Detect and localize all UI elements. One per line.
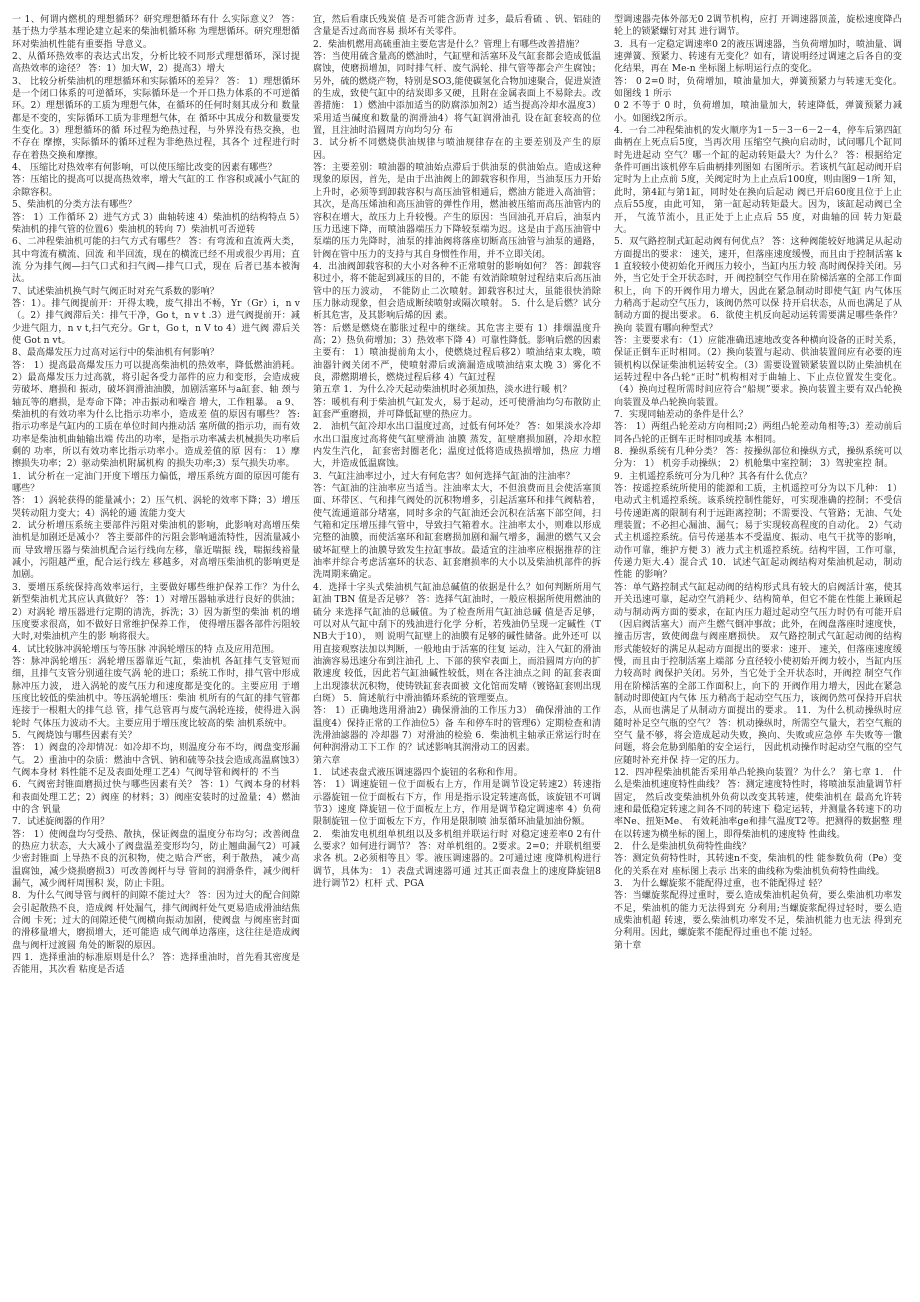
paragraph: 四 1．选择重油的标准原则是什么？ 答：选择重油时，首先看其密度是否能用，其次看 粘度是否适 bbox=[12, 953, 300, 976]
paragraph: 6、二冲程柴油机可能的扫气方式有哪些？ 答：有弯流和直流两大类，其中弯流有横流、回流 和半回流，现在的横流已经不用或很少再用；直流 分为排气阀—扫气口式和扫气阀—排气口式，现在 后者已基本被淘汰。 bbox=[12, 237, 300, 285]
paragraph: 答：主要差别：喷油器的喷油始点滞后于供油泵的供油始点。造成这种现象的原因，首先，是由于出油阀上的卸载容积作用，当油泵压力开始上升时，必须等到卸载容积与高压油管相通后，燃油方能进入高油管；其次，是高压烯油和高压油管的弹性作用，燃油被压缩而高压油管内的容积在增大，故压力上升较慢。产生的原因：当回油孔开启后，油泵内压力迅速下降，而喷油器端压力下降较泵端为迟。这是由于高压油管中泵端的压力先降时，油泵的排油阀将落座切断高压油管与油泵的通路，针阀在管中压力的支持与其自身惯性作用，并不立即关闭。 bbox=[313, 163, 601, 260]
paragraph: 4．试比较脉冲涡轮增压与等压脉 冲涡轮增压的特 点及应用范围。 bbox=[12, 644, 280, 655]
paragraph: 答：按遥控系统所使用的能源和工质，主机遥控可分为以下几种： 1）电动式主机遥控系统。该系统控制性能好，可实现准确的控制；不受信号传递距离的限制有利于远距离控制；不需要没、气管路；无油、气处理装置；不必担心漏油、漏气；易于实现较高程度的自动化。 2）气动式主机遥控系统。信号传递基本不受温度、振动、电气干扰等的影响，动作可靠，维护方便 3）液力式主机遥控系统。结构牢固，工作可靠，传递力矩大.4）混合式 10．试述气缸起动阀结构对柴油机起动，制动性能 的影响？ bbox=[614, 484, 902, 581]
text-column-2 bbox=[307, 14, 605, 890]
paragraph: 3、 比较分析柴油机的理想循环和实际循环的差异？ 答： 1）理想循环是一个闭口体系的可逆循环，实际循环是一个开口热力体系的不可逆循环。2）理想循环的工质为理想气体，在循环的任何时刻其成分和 数量都是不变的，实际循环工质为非理想气体，在 循环中其成分和数量要发生变化。3）理想循环的循 环过程为绝热过程，与外界没有热交换，也不存在 摩擦，实际循环的循环过程为非绝热过程，其各个 过程进行时存在着热交换和摩擦。 bbox=[12, 76, 300, 161]
paragraph: 答： 1）正确地选用滑油2）确保滑油的工作压力3） 确保滑油的工作温度4）保持正常的工作油位5）备 车和停车时的管理6）定期检查和清洗滑油滤器的 冷却器 7）对滑油的检验 6．柴油机主轴承正常运行时在何种润滑动工下工作 的？试述影响其润滑动工的因素。 bbox=[313, 706, 601, 754]
paragraph: 型调速器壳体外部无0 2调节机构，应打 开调速器顶盖，旋松速度降凸轮上的锁紧螺钉对其 进行调节。 bbox=[614, 15, 902, 38]
paragraph: 8．操纵系统有几种分类？ 答：按操纵部位和操纵方式，操纵系统可以分为： 1） 机旁手动操纵； 2）机舱集中室控制； 3）驾驶室控 制。 bbox=[614, 447, 902, 470]
paragraph: 答：气缸油的注油率应当适当。注油率太大，不但浪费而且会使活塞顶面、环带区、气和排气阀处的沉积物增多，引起活塞环和排气阀粘着，使气流通道部分堵塞，同时多余的气缸油还会沉积在活塞下部空间，扫气箱和定压增压排气管中，导致扫气箱着水。注油率太小，则难以形成完整的油膜，而使活塞环和缸套磨损加剧和漏气增多，漏泄的燃气又会破坏缸壁上的油膜导致发生拉缸事故。最适宜的注油率应根据推荐的注油率并综合考虑活塞环的状态、缸套磨损率的大小以及柴油机部件的拆洗周期来确定。 bbox=[313, 484, 601, 581]
text-column-1 bbox=[6, 14, 304, 977]
paragraph: 9．主机遥控系统可分为几种？其各有什么优点？ bbox=[614, 471, 812, 482]
paragraph: 答： 1）调速旋钮－位于面板右上方，作用是调节设定转速2）转速指示器旋钮－位于面板右下方，作 用是指示设定转速高低，该旋钮不可调节3）速度 降旋钮－位于面板左上方，作用是调节稳定调速率 4）负荷限制旋钮－位于面板左下方，作用是限制喷 油泵循环油量加油份额。 bbox=[313, 780, 601, 828]
paragraph: 答： 1）提高最高爆发压力可以提高柴油机的热效率，降低燃油消耗。 2）最高爆发压力过高就，将引起各受力部件的应力和变形，会造成疲劳破坏、磨损和 振动，破坏润滑油油膜，加剧活塞环与a缸套、轴 颈与轴瓦等的磨损，是寿命下降；冲击振动和噪音 增大，工作粗暴。 a 9、柴油机的有效功率为什么比指示功率小，造成差 值的原因有哪些？ 答:指示功率是气缸内的工质在单位时间内推动活 塞所做的指示功，而有效功率是柴油机曲轴输出端 传出的功率，是指示功率减去机械损失功率后剩的 功率，所以有效功率比指示功率小。造成差值的原 因有： 1）摩擦损失功率；2）驱动柴油机附属机构 的损失功率;3）泵气损失功率。 bbox=[12, 360, 300, 470]
paragraph: 3．试分析不同燃烧供油规律与喷油规律存在的主要差别及产生的原因。 bbox=[313, 138, 601, 161]
paragraph: 答： 1）工作循环 2）进气方式 3）曲轴转速 4）柴油机的结构特点 5）柴油机的排气管的位置6）柴油机的转向 7）柴油机可否逆转 bbox=[12, 212, 300, 235]
paragraph: 答：压缩比的提高可以提高热效率，增大气缸的工 作容积或减小气缸的余隙容积。 bbox=[12, 175, 300, 198]
paragraph: 第五章 1．为什么冷天起动柴油机时必须加热，淡水进行暖 机？ bbox=[313, 385, 572, 396]
paragraph: 一 1、何谓内燃机的理想循环？研究理想循环有什 么实际意义？ 答：基于热力学基本理论建立起来的柴油机循环称 为理想循环。研究理想循环对柴油机性能有重要指 导意义。 bbox=[12, 15, 300, 50]
paragraph: 第十章 bbox=[614, 940, 642, 951]
paragraph: 12．四冲程柴油机能否采用单凸轮换向装置？为什么？ 第七章 1． 什么是柴油机速度特性曲线？ 答：测定速度特性时，将喷油泵油量调节杆固定， 然后改变柴油机外负荷以改变其转速，使柴油机在 最高允许转速和最低稳定转速之间各不同的转速下 稳定运转，并测量各转速下的功率Ne、扭矩Me、 有效耗油率ge和排气温度T2等。把测得的数据整 理在以转速为横坐标的图上，即得柴油机的速度特 性曲线。 bbox=[614, 767, 902, 840]
paragraph: 2． 柴油发电机组单机组以及多机组并联运行时 对稳定速差率0 2有什么要求？如何进行调节？ 答：对单机组的。2要求。2=0；并联机组要求各 机。2必须相等且〉零。液压调速器的。2可通过速 度降机构进行调节，具体为： 1）表盘式调速器可通 过其正面表盘上的速度降旋钮8进行调节2）杠杆 式、PGA bbox=[313, 829, 601, 890]
paragraph: 2．试分析增压系统主要部件污阻对柴油机的影响，此影响对高增压柴油机是加剧还是减小？ 答主要部件的污阻会影响通流特性，因流量减小而 导致增压器与柴油机配合运行线向左移，靠近喘振 线，喘振线裕量减小，污阻越严重，配合运行线左 移越多，对高增压柴油机的影响更是加剧。 bbox=[12, 521, 300, 581]
paragraph: 答：暖机有利于柴油机气缸发火，易于起动，还可使滑油均匀布散防止缸套严重磨损，并可降低缸壁的热应力。 bbox=[313, 397, 601, 420]
paragraph: 答：当螺旋浆配得过重时，要么造成柴油机起负荷，要么柴油机功率发不足，柴油机的能力无法得到充 分利用;当螺旋浆配得过轻时，要么造成柴油机超 转速，要么柴油机功率发不足，柴油机能力也无法 得到充分利用。因此，螺旋浆不能配得过重也不能 过轻。 bbox=[614, 891, 902, 939]
paragraph: 答： 0 2=0 时，负荷增加，喷油量加大，弹簧预紧力与转速无变化。如图线 1 所示 bbox=[614, 76, 902, 100]
paragraph: 答：后燃是燃烧在膨胀过程中的继续。其危害主要有 1）排烟温度升高；2）热负荷增加；3）热效率下降 4）可靠性降低。影响后燃的因素主要有： 1）喷油提前角太小，使燃烧过程后移2）喷油结束太晚，喷油器针阀关闭不严，使喷射滞后或滴漏造成喷油结束太晚 3）雾化不良，滞燃期增长，燃烧过程后移 4）气缸过程 bbox=[313, 323, 601, 383]
paragraph: 2． 什么是柴油机负荷特性曲线？ bbox=[614, 842, 751, 853]
paragraph: 3．要增压系统保持高效率运行，主要做好哪些维护保养工作？为什么新型柴油机尤其应认真做好？ 答：1）对增压器轴承进行良好的供油；2）对涡轮 增压器进行定期的清洗，拆洗；3）因为新型的柴油 机的增压度要求很高，如不做好日常维护保养工作， 使得增压器各部件污阻较大时,对柴油机产生的影 响将很大。 bbox=[12, 582, 300, 643]
paragraph: 第六章 bbox=[313, 755, 341, 766]
paragraph: 2． 油机气缸冷却水出口温度过高，过低有何坏处？ 答：如果淡水冷却水出口温度过高将使气缸壁滑油 油膜 蒸发，缸壁磨损加剧，冷却水腔内发生汽化， 缸套密封圈老化；温度过低将造成热损增加，热应 力增大，并造成低温腐蚀。 bbox=[313, 422, 601, 470]
paragraph: 答：1）。排气阀提前开：开得太晚，废气排出不畅，Yr（Gr）i，n v （。2）排气阀滞后关：排气干净，Go t，n v t .3）进气阀提前开：减少进气阻力，n v t,扫气充分。Gr t，Go t，n V to 4）进气阀 滞后关使 Got n vt。 bbox=[12, 298, 300, 346]
paragraph: 答： 1）使阀盘均匀受热、散执，保证阀盘的温度分布均匀；改善阀盘的热应力状态，大大减小了阀盘温差变形均匀，防止翘曲漏气2）可减少密封锥面 上导热不良的沉积物，使之贴合严密，利于散热， 减少高温腐蚀，减少烧损磨损3）可改善阀杆与导 管间的润滑条件，减少阀杆漏气，减少阀杆周围积 炭，防止卡阻。 bbox=[12, 829, 300, 890]
paragraph: 4．出油阀卸载容积的大小对各种不正常喷射的影响如何？ 答：卸载容积过小，将不能起到减压的目的，不能 有效消除喷射过程结束后高压油管中的压力波动， 不能防止二次喷射。卸载容积过大，虽能很快消除 压力脉动现象，但会造成断续喷射或隔次喷射。 5．什么是后燃？试分析其危害，及其影响后烯的因 素。 bbox=[313, 261, 601, 322]
paragraph: 2、从循环热效率的表达式出发，分析比较不同形式理想循环，深讨提高热效率的途径？ 答：1）加大W，2）提高3）增大 bbox=[12, 52, 300, 75]
paragraph: 0 2 不等于 0 时，负荷增加，喷油量加大，转速降低，弹簧预紧力减小。如图线2所示。 bbox=[614, 101, 902, 124]
paragraph: 答： 1）阀盘的冷却情况：如冷却不均，则温度分布不均，阀盘变形漏气。 2）重油中的杂质：燃油中含钒、钠和硫等杂技会造成高温腐蚀3）气阀本身材 料性能不足及表面处理工艺4）气阀导管和阀杆的 不当 bbox=[12, 743, 300, 778]
paragraph: 答：主要要求有：（1）应能准确迅速地改变各种横向设备的正时关系，保证正倒车正时相同。（2）换向装置与起动、供油装置间应有必要的连锁机构以保证柴油机运转安全。（3）需要设置锁紧装置以防止柴油机在运转过程中各凸轮“正时”机构相对于曲轴上、下止点位置发生变化。（4）换向过程所需时间应符合“船规”要求。换向装置主要有双凸轮换向装置及单凸轮换向装置。 bbox=[614, 335, 902, 408]
paragraph: 8．为什么气阀导管与阀杆的间隙不能过大？ 答：因为过大的配合间隙会引起散热不良，造成阀 杆处漏气，排气阀阀杆处气更易造成滑油结焦合阀 卡死；过大的间隙还使气阀横向振动加剧，使阀盘 与阀座密封面的滑移量增大，磨损增大，还可能造 成气阀单边落座，这往往是造成阀盘与阀杆过渡圆 角处的断裂的原因。 bbox=[12, 891, 300, 951]
paragraph: 4、 压缩比对热效率有何影响，可以使压缩比改变的因素有哪些？ bbox=[12, 163, 277, 174]
paragraph: 3． 为什么螺旋浆不能配得过重，也不能配得过 轻？ bbox=[614, 879, 827, 890]
paragraph: 宜，然后看康氏残炭值 是否可能含沥青 过多，最后看硫 、钒、铝硅的含量是否过高而容易 损坏有关零件。 bbox=[313, 15, 601, 38]
text-column-3 bbox=[608, 14, 906, 952]
paragraph: 3．具有一定稳定调速率0 2的液压调速器，当负荷增加时，喷油量、调速弹簧、预紧力、转速有无变化？如有，请说明经过调速之后各自的变化结果，再在 Me-n 坐标图上标明运行点的变化。 bbox=[614, 39, 902, 75]
paragraph: 1． 试述表盘式液压调速器四个旋钮的名称和作用。 bbox=[313, 767, 523, 778]
paragraph: 答：测定负荷特性时，其转速n不变，柴油机的性 能参数负荷（Pe）变化的关系在对 座标图上表示 出来的曲线称为柴油机负荷特性曲线。 bbox=[614, 854, 902, 877]
paragraph: 7．试述旋阀器的作用？ bbox=[12, 817, 110, 828]
paragraph: 答： 1）两组凸轮差动方向相同;2）两组凸轮差动角相等;3）差动前后同各凸轮的正倒车正时相同或基 本相同。 bbox=[614, 422, 902, 445]
paragraph: 5．双气路控制式缸起动阀有何优点？ 答：这种阀能较好地满足从起动方面提出的要求： 速关，速开，但落座速度缓慢，而且由于控制活塞 k1 直较较小使初始化开阀压力较小，当缸内压力较 高时阀保持关闭。另外，当它处于全开状态时，开 阀控制空气作用在阶梯活塞的全部工作面积上，向 下的开阀作用力增大，因此在紧急制动时即使气缸 内气体压力稍高于起动空气压力，该阀仍然可以保 持开启状态，从而也满足了从制动方面的提出要求。 6．欲使主机反向起动运转需要满足哪些条件？换向 装置有哪向种型式？ bbox=[614, 237, 902, 334]
paragraph: 5、柴油机的分类方法有哪些？ bbox=[12, 200, 137, 211]
paragraph: 5．气阀烧蚀与哪些因素有关？ bbox=[12, 730, 137, 741]
paragraph: 答： 1）涡轮获得的能量减小；2）压气机、涡轮的效率下降；3）增压哭转动阻力变大；4）涡轮的通 流能力变大 bbox=[12, 496, 300, 519]
paragraph: 4．选择十字头式柴油机气缸油总碱值的依据是什么？如何判断所用气缸油 TBN 值是否足够？ 答：选择气缸油时，一般应根据所使用燃油的硫分 来选择气缸油的总碱值。为了检查所用气缸油总碱 值是否足够，可以对从气缸中刮下的残油进行化学 分析，若残油仍呈现一定碱性（TNB大于10）， 则 说明气缸壁上的油膜有足够的碱性储备。此外还可 以用直接观察法加以判断，一般地由于活塞的往复 运动，注入气缸的滑油油滴容易迅速分布到注油孔 上、下部的狭窄表面上，而沿圆周方向的扩散速度 较低，因此若气缸油碱性较低，则在各注油点之间 的缸套表面上出现漆状沉积物，使铸铁缸套表面被 文化馆而发晴（镀铬缸套则出现白斑） 5．简述航行中滑油循环系统的管理要点。 bbox=[313, 582, 601, 704]
paragraph: 答：单气路控制式气缸起动阀的结构形式具有较大的启阀活计塞，使其开关迅速可靠，起动空气消耗少、结构简单，但它不能在性能上兼顾起动与制动两方面的要求，在缸内压力超过起动空气压力时仍有可能开启（因启阀活塞大）而产生燃气倒冲事故；此外，在阀盘落座时速度快，撞击厉害，致使阀盘与阀座磨损快。 双气路控制式气缸起动阀的结构 形式能较好的满足从起动方面提出的要求：速开、 速关，但落座速度缓慢，而且由于控制活塞上端部 分直径较小使初始开阀力较小，当缸内压力较高时 阀保护关闭。另外，当它处于全开状态时，开阀控 制空气作用在阶梯活塞的全部工作面积上，向下的 开阀作用力增大，因此在紧急制动时即使缸内气体 压力稍高于起动空气压力，该阀仍然可保持开启状 态，从而也满足了从制动方面提出的要求。 11．为什么机动操纵时应随时补足空气瓶的空气？ 答：机动操纵时，所需空气量大，若空气瓶的空气 量不够，将会造成起动失败，换向、失败或应急停 车失败等一馓问题，将会危胁到船舶的安全运行， 因此机动操作时起动空气瓶的空气应随时补充并保 持一定的压力。 bbox=[614, 582, 902, 766]
paragraph: 3．气缸注油率过小，过大有何危害？如何选择气缸油的注油率？ bbox=[313, 471, 575, 482]
paragraph: 2．柴油机燃用高硫重油主要危害是什么？管理上有哪些改善措施？ bbox=[313, 39, 584, 50]
paragraph: 答：脉冲涡轮增压：涡轮增压器靠近气缸，柴油机 各缸排气支管短而细，且排气支管分别通往废气涡 轮的进口；系统工作时，排气管中形成脉冲压力波， 进入涡轮的废气压力和速度都是变化的。主要应用 于增压度比较低的柴油机中。等压涡轮增压：柴油 机所有的气缸的排气管都连接于一根粗大的排气总 管，排气总管再与废气涡轮连接，使得进入涡轮时 气体压力波动不大。主要应用于增压度比较高的柴 油机系统中。 bbox=[12, 656, 300, 729]
paragraph: 4．一台二冲程柴油机的发火顺序为1－5－3－6－2－4，停车后第四缸曲柄在上死点后5度，当再次用 压缩空气换向启动时，试问哪几个缸同时先进起动 空气？哪一个缸的起动转矩最大？为什么？ 答：根据给定条件可画出该机停车后曲柄排列图如 右图所示。若该机气缸起动阀开启定时为上止点前 5度，关阀定时为上止点后100度，则由图9－1所 知，此时，第4缸与第1缸，同时处在换向后起动 阀已开启60度且位于上止点后55度，由此可知， 第一缸起动转矩最大。因为，该缸起动阀已全开， 气流节流小，且正处于上止点后 55 度，对曲轴的回 转力矩最大。 bbox=[614, 126, 902, 235]
paragraph: 6．气阀密封锥面磨损过快与哪些因素有关？ 答：1）气阀本身的材料和表面处理工艺；2）阀座 的材料；3）阀座安装时的过盈量；4）燃油中的含 钒量 bbox=[12, 780, 300, 815]
paragraph: 8、最高爆发压力过高对运行中的柴油机有何影响？ bbox=[12, 348, 219, 359]
paragraph: 1．试分析在一定油门开度下增压力偏低，增压系统方面的原因可能有哪些？ bbox=[12, 471, 300, 495]
paragraph: 7．实现同轴差动的条件是什么？ bbox=[614, 410, 748, 420]
paragraph: 答：当使用硫含量高的燃油时，气缸壁和活塞环及气缸套都会造成低温腐蚀，使磨损增加，同时排气杆、废气涡轮、排气管等都会产生腐蚀；另外，硫的燃烧产物，特别是SO3,能使碳氢化合物加速聚合，促进炭渣的生成，致使气缸中的结炭即多又硬，且附在金属表面上不易除去。改善措施： 1）燃油中添加适当的防腐添加剂2）适当提高冷却水温度3）采用适当碱度和数量的润滑油4）将气缸润滑油孔 设在缸套较高的位置，且注油时沿圆周方向均匀分 布 bbox=[313, 52, 601, 137]
paragraph: 7、试述柴油机换气时气阀正时对充气系数的影响？ bbox=[12, 286, 219, 297]
